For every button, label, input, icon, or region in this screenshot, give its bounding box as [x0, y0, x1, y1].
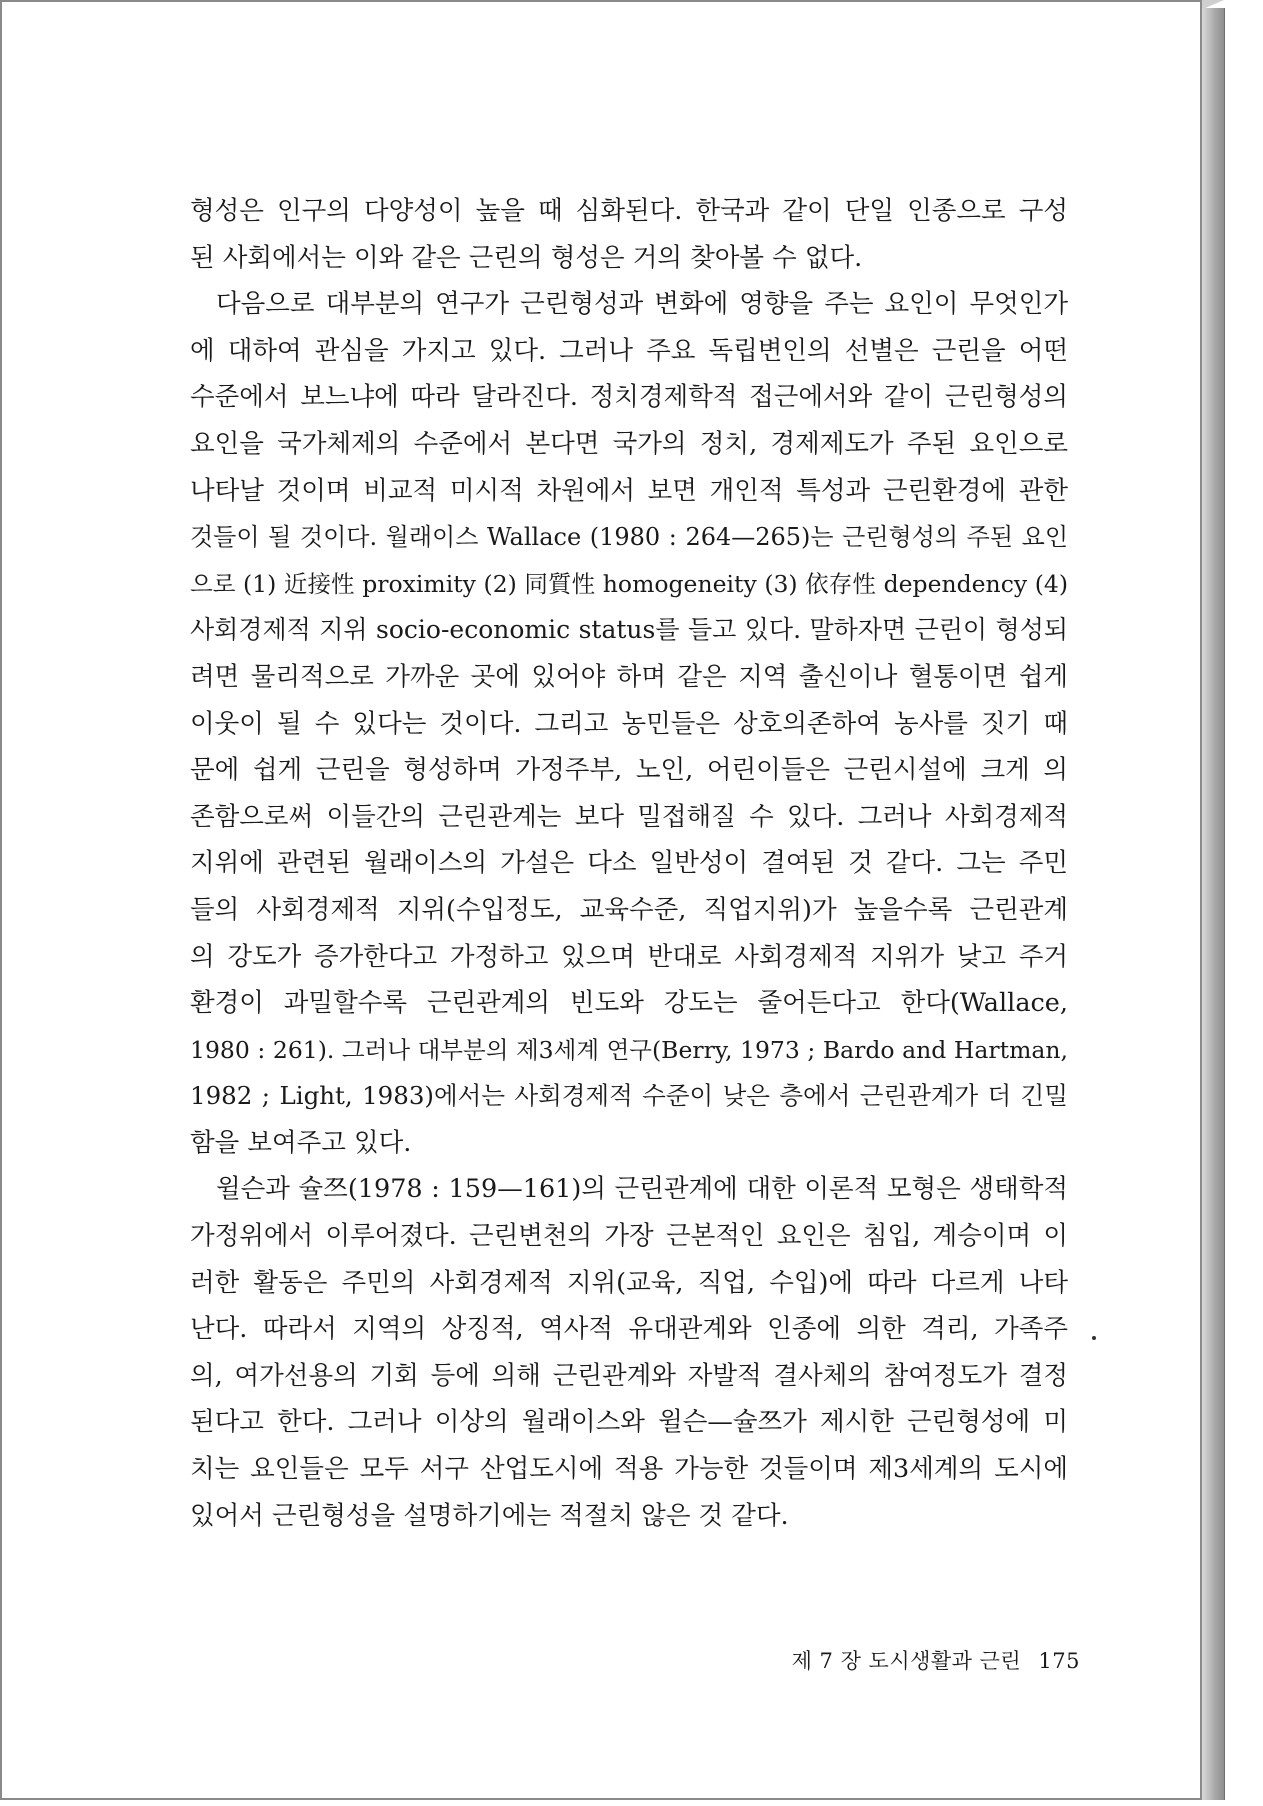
running-footer — [760, 1645, 1080, 1675]
text-line: 윌슨과 슐쯔(1978 : 159—161)의 근린관계에 대한 이론적 모형은 생태학적 — [216, 1174, 1068, 1205]
text-line: 난다. 따라서 지역의 상징적, 역사적 유대관계와 인종에 의한 격리, 가족주 — [190, 1314, 1068, 1345]
text-line: 이웃이 될 수 있다는 것이다. 그리고 농민들은 상호의존하여 농사를 짓기 때 — [190, 708, 1068, 739]
text-line: 지위에 관련된 월래이스의 가설은 다소 일반성이 결여된 것 같다. 그는 주민 — [190, 848, 1068, 879]
text-line: 수준에서 보느냐에 따라 달라진다. 정치경제학적 접근에서와 같이 근린형성의 — [190, 382, 1068, 413]
page-edge-shadow — [1202, 8, 1225, 1800]
text-line: 사회경제적 지위 socio-economic status를 들고 있다. 말하자면 근린이 형성되 — [190, 615, 1068, 645]
ink-speck — [1092, 1336, 1096, 1340]
text-line: 함을 보여주고 있다. — [190, 1127, 412, 1158]
text-line: 환경이 과밀할수록 근린관계의 빈도와 강도는 줄어든다고 한다(Wallace, — [190, 988, 1068, 1019]
text-line: 것들이 될 것이다. 월래이스 Wallace (1980 : 264—265)는 근린형성의 주된 요인 — [190, 523, 1068, 552]
body-text — [190, 188, 1068, 1539]
chapter-title: 제 7 장 도시생활과 근린 — [791, 1649, 1022, 1673]
text-line: 다음으로 대부분의 연구가 근린형성과 변화에 영향을 주는 요인이 무엇인가 — [216, 289, 1068, 320]
text-line: 문에 쉽게 근린을 형성하며 가정주부, 노인, 어린이들은 근린시설에 크게 의 — [190, 755, 1068, 786]
text-line: 의 강도가 증가한다고 가정하고 있으며 반대로 사회경제적 지위가 낮고 주거 — [190, 941, 1068, 972]
text-line: 존함으로써 이들간의 근린관계는 보다 밀접해질 수 있다. 그러나 사회경제적 — [190, 801, 1068, 832]
text-line: 있어서 근린형성을 설명하기에는 적절치 않은 것 같다. — [190, 1500, 789, 1531]
text-line: 나타날 것이며 비교적 미시적 차원에서 보면 개인적 특성과 근린환경에 관한 — [190, 475, 1068, 506]
text-line: 에 대하여 관심을 가지고 있다. 그러나 주요 독립변인의 선별은 근린을 어떤 — [190, 335, 1068, 366]
text-line: 1980 : 261). 그러나 대부분의 제3세계 연구(Berry, 1973 ; Bardo and Hartman, — [190, 1035, 1068, 1064]
text-line: 치는 요인들은 모두 서구 산업도시에 적용 가능한 것들이며 제3세계의 도시에 — [190, 1454, 1068, 1485]
text-line: 려면 물리적으로 가까운 곳에 있어야 하며 같은 지역 출신이나 혈통이면 쉽게 — [190, 661, 1068, 692]
page-number: 175 — [1038, 1649, 1080, 1673]
text-line: 형성은 인구의 다양성이 높을 때 심화된다. 한국과 같이 단일 인종으로 구성 — [190, 196, 1068, 226]
text-line: 1982 ; Light, 1983)에서는 사회경제적 수준이 낮은 층에서 근린관계가 더 긴밀 — [190, 1081, 1068, 1111]
text-line: 요인을 국가체제의 수준에서 본다면 국가의 정치, 경제제도가 주된 요인으로 — [190, 428, 1068, 459]
text-line: 으로 (1) 近接性 proximity (2) 同質性 homogeneity (3) 依存性 dependency (4) — [190, 569, 1068, 598]
text-line: 들의 사회경제적 지위(수입정도, 교육수준, 직업지위)가 높을수록 근린관계 — [190, 894, 1068, 925]
text-line: 된 사회에서는 이와 같은 근린의 형성은 거의 찾아볼 수 없다. — [190, 242, 863, 273]
text-line: 가정위에서 이루어졌다. 근린변천의 가장 근본적인 요인은 침입, 계승이며 이 — [190, 1221, 1068, 1252]
text-line: 의, 여가선용의 기회 등에 의해 근린관계와 자발적 결사체의 참여정도가 결정 — [190, 1360, 1068, 1391]
text-line: 된다고 한다. 그러나 이상의 월래이스와 윌슨—슐쯔가 제시한 근린형성에 미 — [190, 1407, 1068, 1438]
text-line: 러한 활동은 주민의 사회경제적 지위(교육, 직업, 수입)에 따라 다르게 나타 — [190, 1267, 1068, 1298]
